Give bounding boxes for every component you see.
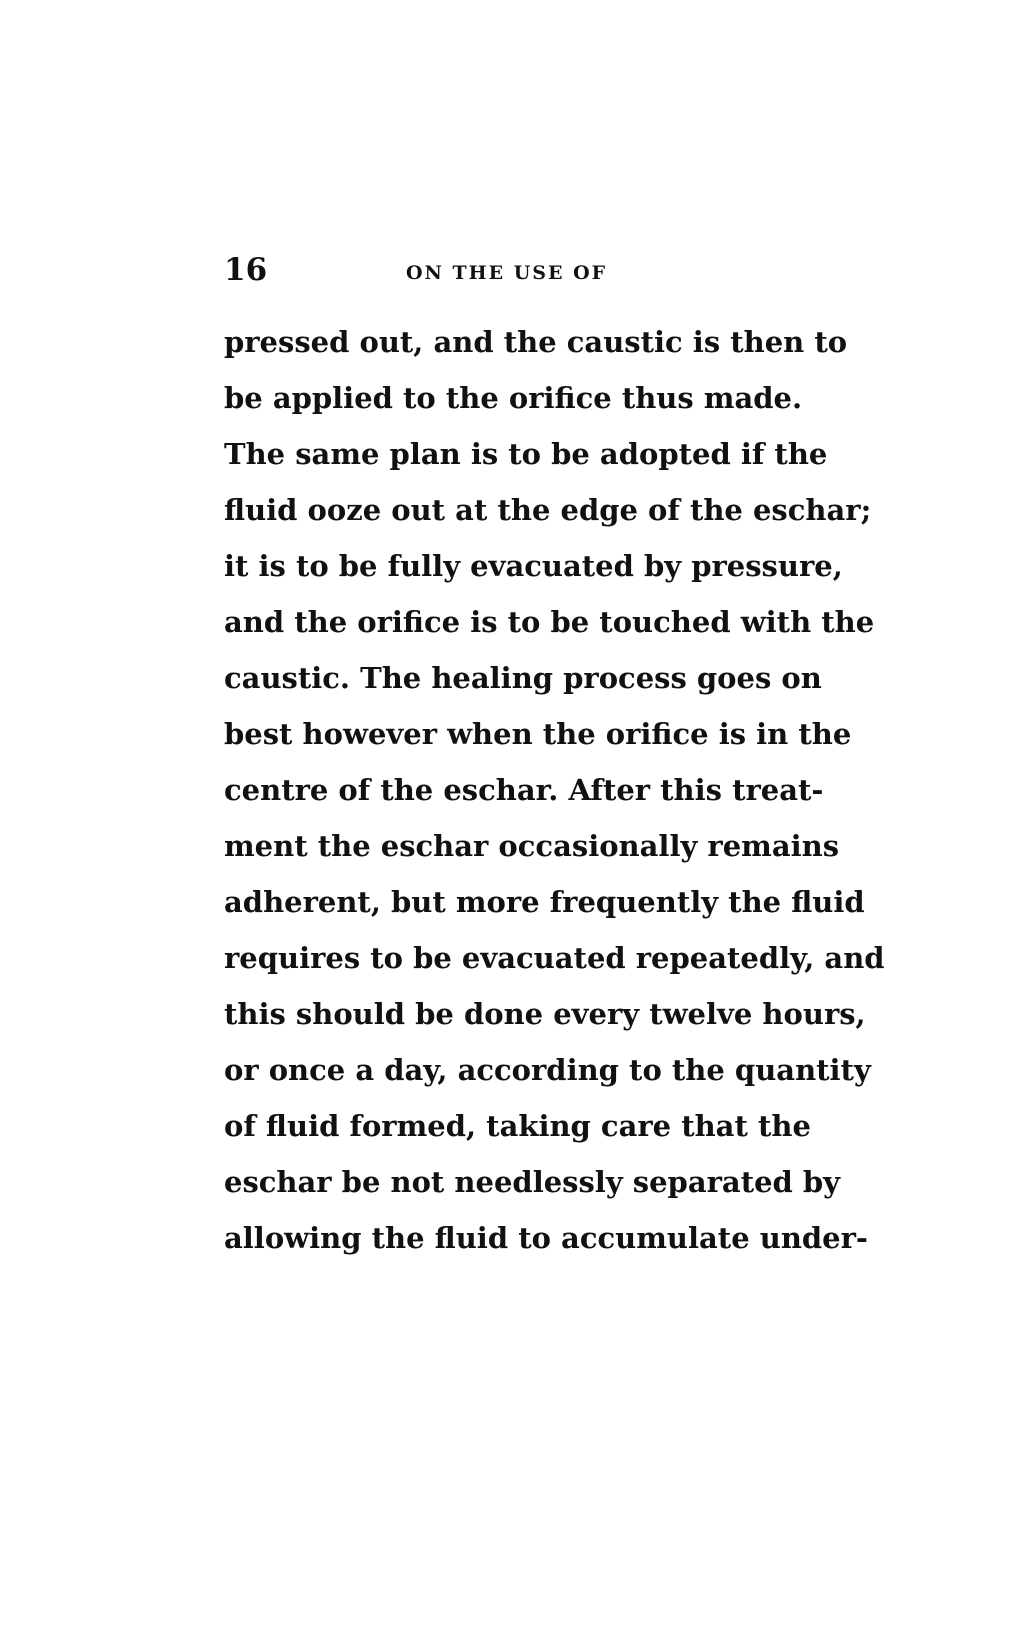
text-line: The same plan is to be adopted if the <box>224 437 828 471</box>
text-line: of fluid formed, taking care that the <box>224 1109 811 1143</box>
text-line: eschar be not needlessly separated by <box>224 1165 841 1199</box>
text-line: this should be done every twelve hours, <box>224 997 866 1031</box>
text-line: or once a day, according to the quantity <box>224 1053 871 1087</box>
text-line: best however when the orifice is in the <box>224 717 852 751</box>
running-head: ON THE USE OF <box>406 262 608 284</box>
text-line: requires to be evacuated repeatedly, and <box>224 941 885 975</box>
text-line: ment the eschar occasionally remains <box>224 829 840 863</box>
body-text <box>224 314 885 1266</box>
text-line: adherent, but more frequently the fluid <box>224 885 865 919</box>
text-line: fluid ooze out at the edge of the eschar; <box>224 493 872 527</box>
text-line: pressed out, and the caustic is then to <box>224 325 848 359</box>
text-line: it is to be fully evacuated by pressure, <box>224 549 843 583</box>
text-line: be applied to the orifice thus made. <box>224 381 803 415</box>
text-line: centre of the eschar. After this treat- <box>224 773 824 807</box>
text-line: allowing the fluid to accumulate under- <box>224 1221 868 1255</box>
text-line: and the orifice is to be touched with the <box>224 605 875 639</box>
text-line: caustic. The healing process goes on <box>224 661 822 695</box>
page-header <box>224 252 804 296</box>
page-number: 16 <box>224 252 268 288</box>
